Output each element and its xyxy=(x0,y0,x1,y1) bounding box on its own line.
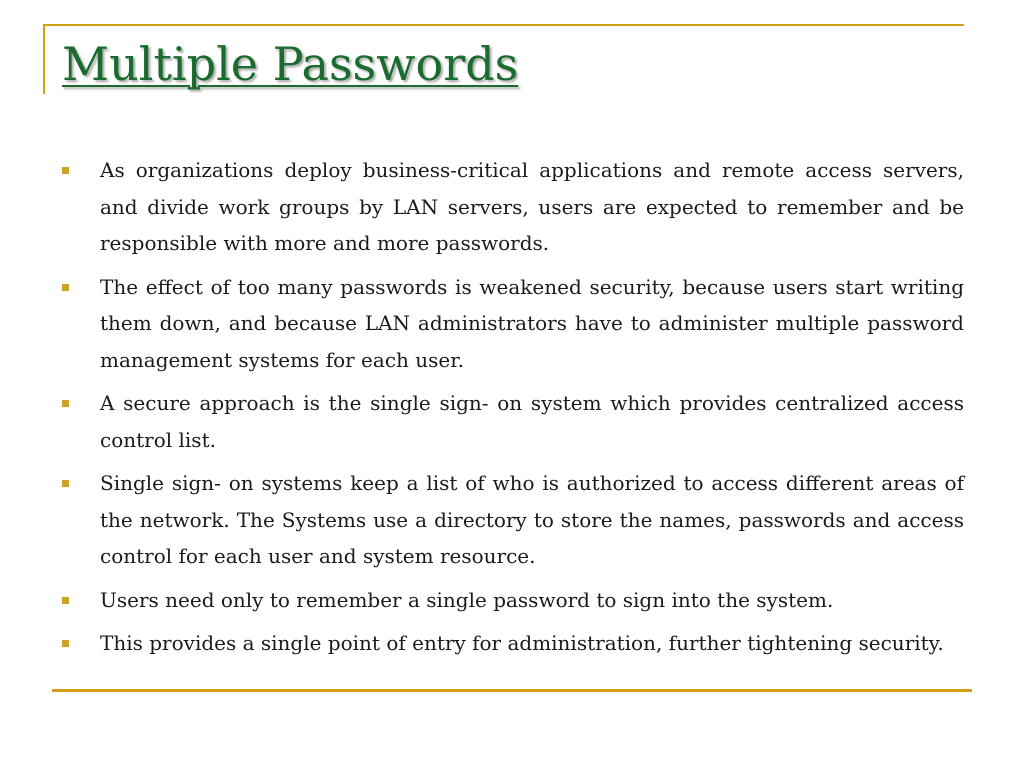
bullet-item xyxy=(62,625,964,662)
bullet-text: This provides a single point of entry for administration, further tightening security. xyxy=(100,631,944,655)
bullet-text: The effect of too many passwords is weakened security, because users start writing them down, and because LAN administrators have to administer multiple password management systems for each user. xyxy=(100,274,964,372)
square-bullet-icon xyxy=(62,284,69,291)
square-bullet-icon xyxy=(62,167,69,174)
square-bullet-icon xyxy=(62,480,69,487)
bullet-list xyxy=(62,152,964,669)
bullet-text: A secure approach is the single sign- on system which provides centralized access control list. xyxy=(100,391,964,452)
bullet-item xyxy=(62,152,964,262)
frame-bottom-line xyxy=(52,689,972,692)
bullet-item xyxy=(62,582,964,619)
slide-title: Multiple Passwords xyxy=(62,37,519,91)
bullet-item xyxy=(62,385,964,458)
square-bullet-icon xyxy=(62,597,69,604)
bullet-item xyxy=(62,465,964,575)
frame-left-line xyxy=(43,24,45,94)
square-bullet-icon xyxy=(62,640,69,647)
square-bullet-icon xyxy=(62,400,69,407)
bullet-text: Single sign- on systems keep a list of who is authorized to access different areas of the network. The Systems use a directory to store the names, passwords and access control for each user and system resource. xyxy=(100,471,964,568)
bullet-text: As organizations deploy business-critical applications and remote access servers, and divide work groups by LAN servers, users are expected to remember and be responsible with more and more passwords. xyxy=(100,158,964,255)
bullet-item xyxy=(62,269,964,379)
bullet-text: Users need only to remember a single password to sign into the system. xyxy=(100,587,834,612)
frame-top-line xyxy=(43,24,964,26)
